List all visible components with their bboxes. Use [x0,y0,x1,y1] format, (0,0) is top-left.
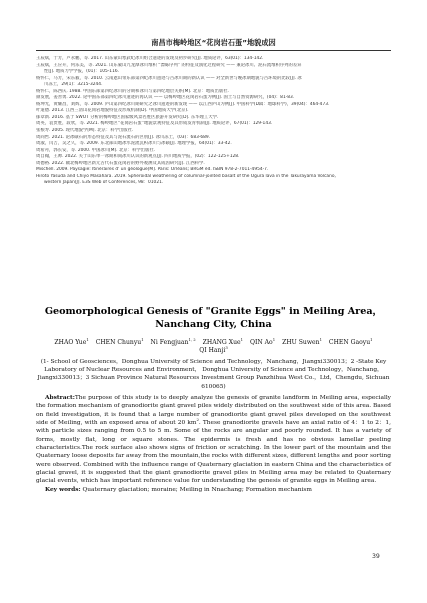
reference-entry: 周淑，闫吉，吴之久，等. 2009. 东北部山地冰水泥流沉积冰川与冰碛[J]. 地理学报，64(01)：33-42. [36,141,232,147]
abstract-superscript: 2 [196,417,199,423]
abstract-text-1: The purpose of this study is to deeply analyze the genesis of granite landform in Meiling area, especially the formation mechanism of granodiorite giant gravel piles widely distributed on the southwest side of this area. Based on field investigation, it is found that a large number of granodiorite giant gravel piles developed on the southwest side of Meiling, with an exposed area of about 20 km [36,395,391,427]
abstract-text-2: . These granodiorite gravels have an axial ratio of 4：1 to 2：1, with particle sizes ranging from 0.5 to 5 m. Some of the rocks are angular and poorly rounded. It has a variety of forms, mostly flat, long or square stones. The epidermis is fresh and has no obvious lamellar peeling characteristics.The rock surface also shows signs of friction or scratching. In the lower part of the mountain and the Quaternary loose deposits far away from the mountain,the rocks with different sizes, different lengths and poor sorting were observed. Combined with the influence range of Quaternary glaciation in eastern China and the characteristics of glacial gravel, it is suggested that the giant granodiorite gravel piles in Meiling area may be related to Quaternary glacial events, which has important reference value for understanding the genesis of granite eggs in Meiling area. [36,420,392,485]
reference-entry: 郁章新. 2016. 基于 SWOT 分析的梅岭地区国家级风景名胜区旅游开发研究[D]. 东华理工大学. [36,114,219,120]
reference-entry: 性[J]. 地质力学学报，(01)：105-116. [44,69,119,75]
author [328,336,373,346]
reference-list [36,56,391,187]
reference-entry: 川冻土，29(1)：3215-3244. [44,82,103,88]
keywords-paragraph [36,486,391,494]
abstract-paragraph [36,394,391,486]
title-line-1: Geomorphological Genesis of "Granite Eggs" in Meiling Area， [44,306,383,317]
reference-entry: 杨怀仁，陈西庆. 1988. 中国东部第四纪冰川的分期和冰川与第四纪地层关系[M]. 北京：地质出版社. [36,88,229,94]
abstract-label: Abstract: [45,395,75,401]
reference-entry: 杨坤光，黄耀昌，刘辉，等. 2009. 庐山第四纪冰川期研究之冰川遗迹的新发现 —— 以江西庐山为例[J]. 中国科学(D辑：地球科学)，39(04)：464-473. [36,101,330,107]
author [202,336,244,346]
author-name: QI Hanji [199,347,226,355]
reference-entry: 王辰斌，于芳，卢永鹏，等. 2017. 山东蒙山寒武纪冰川组合遗迹的发现及初步研究[J]. 地质论评，63(01)：134-142. [36,56,264,61]
reference-entry: 杨怀仁，马芳，宋东毅，等. 2010. 云南遮山带东部第四纪冰川遗迹与古冰川期的新认识 —— 对全新世与晚冰期地貌与古环境的比较[J]. 冰 [36,75,302,81]
reference-entry: 颜发展，姜善勇. 2022. 论中国东部第四纪冰川遗迹的再认识 —— 以梅岭地区花岗岩石蛋为例[J]. 国土与自然资源研究，(04)：81-83. [36,95,295,101]
author [150,336,196,346]
reference-entry: 叶道德. 2013. 江西三清山花岗岩地貌特征及形成机制[D]. 中国地质大学(北京). [36,108,189,114]
author-affiliation-mark: 1 [272,336,276,342]
reference-entry: 周德裕. 2022. 赣北梅岭地区新元古代石蛋花岗岩的野外观测及其成因研究[J]. 江西科学. [36,160,205,166]
reference-entry: 张根寿. 2005. 现代地貌学[M]. 北京：科学出版社. [36,128,134,134]
author-affiliation-mark: 1 [370,336,373,342]
reference-entry: western Japan[J]. E3S Web of Conferences, 98：01021. [44,180,164,186]
author-name: CHEN Chunyu [95,339,142,346]
author [95,336,144,346]
reference-entry: 周希舟，郭长安，等. 2000. 中国冰川[M]. 北京：科学出版社. [36,147,156,153]
keywords-label: Key words: [45,486,81,493]
author-affiliation-mark: 1 [240,336,244,342]
author-name: Ni Fengjuan [150,339,189,346]
author [249,336,276,346]
author [282,336,322,346]
abstract-section [36,394,391,494]
running-head: 南昌市梅岭地区“花岗岩石蛋”地貌成因 [151,38,276,47]
author [199,347,227,354]
paper-title [36,306,391,331]
author-affiliation-mark: 1 [86,336,89,342]
author-list [36,336,391,356]
affiliation: (1- School of Geosciences，Donghua University of Science and Technology，Nanchang，Jiangxi330013；2 -State Key Laboratory of Nuclear Resources and Environment， Donghua University of Science and Technology，Nanchang，Jiangxi330013；3 Sichuan Province Natural Resources Investment Group Panzhihua West Co.，Ltd，Chengdu, Sichuan 610065) [37,359,390,390]
author-affiliation-mark: 1 [141,336,144,342]
author-affiliation-mark: 3 [225,345,228,351]
reference-entry: Mischell. 2009. Paysagie: Itinéraires d' un géologue[M]. Paris: Orléans; BRGM éd. ISBN 978-2-7011-4954-7. [36,167,269,173]
author-name: CHEN Gaoyu [328,339,371,346]
author-name: ZHAO Yue [54,339,87,346]
keywords-text: Quaternary glaciation; moraine; Meiling in Nnachang; Formation mechanism [80,486,312,493]
reference-entry: Hiroto Yasuda and Chiyo Masahara. 2019. Spheroidal weathering of columnar-jointed basalt of the Ogura lava in the Takurayama Volcano, [36,173,336,179]
reference-entry: 周英，袁贵胜，段欣，等. 2021. 梅岭地区“花岗岩石蛋”地貌景观特征及其形成发育机制[J]. 地质论评，67(01)：129-143. [36,121,273,127]
reference-entry: 周自翰，王帅. 2022. 关于山东单一冰期和间冰川认识的新观点[J]. 四川地质学报，(02)：122-125+128. [36,154,240,160]
reference-entry: 周尚哲. 2021. 论冰碛石的形态特征及其与泥石流石的区别[J]. 冰川冻土，(03)：683-689. [36,134,211,140]
author-name: QIN Ao [249,339,273,346]
author [54,336,89,346]
author-affiliation-mark: 1, 2 [188,336,196,342]
page-number: 39 [372,553,380,560]
author-name: ZHANG Xue [202,339,241,346]
header-rule [36,50,391,51]
reference-entry: 王辰斌，王应开，何乐美，等. 2021. 山东蒙山九龙潭冰川堆积 “漂砾序列” 的特征及演化过程研究 —— 兼论冰川、泥石流堆积序列的差异 [36,62,302,68]
title-line-2: Nanchang City, China [155,318,272,330]
author-affiliation-mark: 1 [319,336,322,342]
author-name: ZHU Suwen [282,339,320,346]
